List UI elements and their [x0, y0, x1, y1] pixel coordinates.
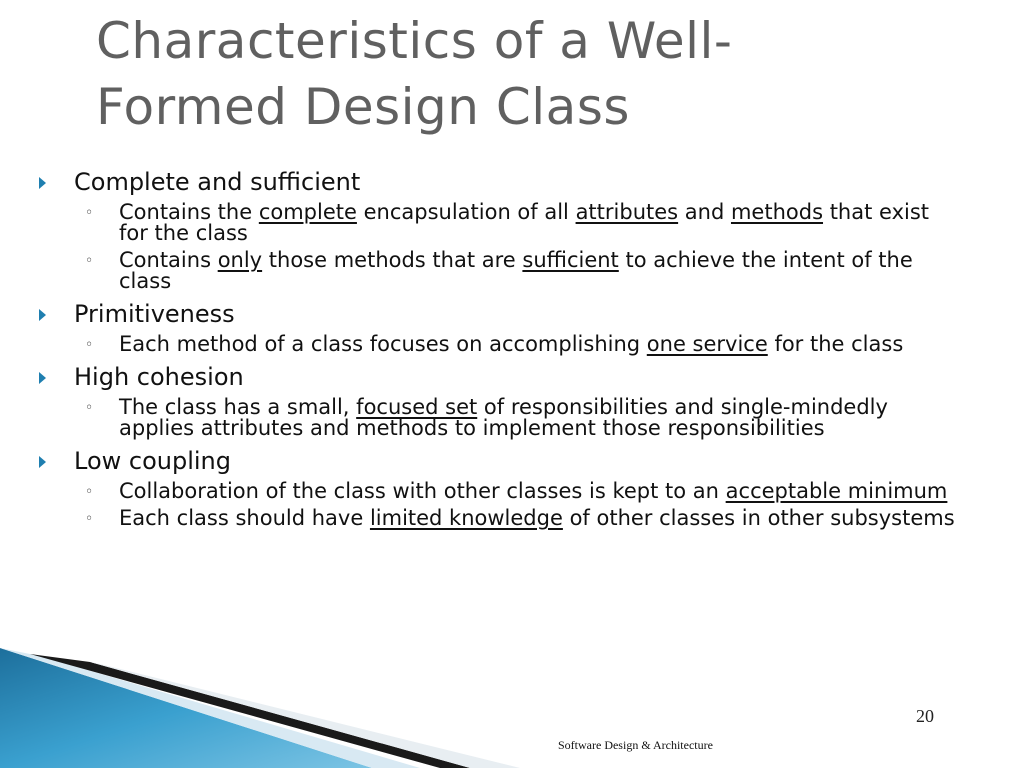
sub-bullet-circle-icon: ◦ — [85, 205, 94, 221]
emphasized-term: acceptable minimum — [725, 479, 948, 503]
sub-bullet-circle-icon: ◦ — [85, 511, 94, 527]
emphasized-term: only — [217, 248, 263, 272]
emphasized-term: attributes — [575, 200, 679, 224]
sub-bullet-text: Each class should have — [119, 506, 370, 530]
emphasized-term: complete — [258, 200, 357, 224]
bullet-heading-text: Primitiveness — [74, 300, 235, 328]
sub-bullet-text: of other classes in other subsystems — [562, 506, 955, 530]
sub-bullet-text: Collaboration of the class with other classes is kept to an — [119, 479, 726, 503]
emphasized-term: methods — [730, 200, 824, 224]
sub-bullet-text: to achieve the intent of the class — [119, 248, 913, 293]
sub-bullet-circle-icon: ◦ — [85, 484, 94, 500]
sub-bullet-text: Contains — [119, 248, 218, 272]
sub-bullet-circle-icon: ◦ — [85, 400, 94, 416]
sub-bullet-circle-icon: ◦ — [85, 337, 94, 353]
bullet-heading-text: Complete and sufficient — [74, 168, 361, 196]
emphasized-term: sufficient — [522, 248, 619, 272]
emphasized-term: focused set — [356, 395, 478, 419]
sub-bullet-text: encapsulation of all — [356, 200, 576, 224]
sub-bullet-text: that exist for the class — [119, 200, 929, 245]
bullet-heading-text: Low coupling — [74, 447, 231, 475]
sub-bullet-text: for the class — [767, 332, 904, 356]
sub-bullet-text: Contains the — [119, 200, 259, 224]
sub-bullet-text: and — [678, 200, 731, 224]
slide-title-line1: Characteristics of a Well- — [96, 12, 733, 70]
slide-title-line2: Formed Design Class — [96, 78, 630, 136]
sub-bullet-text: those methods that are — [262, 248, 523, 272]
bullet-heading-text: High cohesion — [74, 363, 244, 391]
sub-bullet-circle-icon: ◦ — [85, 253, 94, 269]
page-number: 20 — [916, 706, 934, 726]
sub-bullet-text: of responsibilities and single-mindedly applies attributes and methods to implement those responsibilities — [119, 395, 888, 440]
sub-bullet-text: The class has a small, — [119, 395, 357, 419]
emphasized-term: one service — [646, 332, 768, 356]
footer-text: Software Design & Architecture — [558, 738, 713, 752]
sub-bullet-text: Each method of a class focuses on accomplishing — [119, 332, 647, 356]
emphasized-term: limited knowledge — [369, 506, 563, 530]
